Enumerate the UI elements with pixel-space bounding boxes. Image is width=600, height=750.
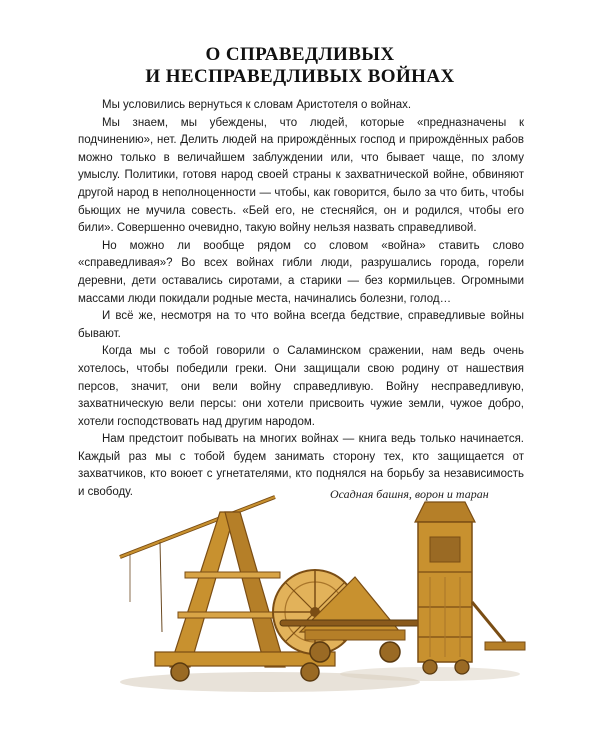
paragraph: Мы знаем, мы убеждены, что людей, которые «предназначены к подчинению», нет. Делить людей на прирождённых господ и прирождённых рабов можно только в величайшем заблуждении или, что бывает чаще, по злому умыслу. Политики, готовя народ своей страны к захватнической войне, обвиняют другой народ в неполноценности — чтобы, как говорится, было за что бить, чтобы бьющих не мучила совесть. «Бей его, не стесняйся, он и родился, чтобы его били». Совершенно очевидно, такую войну нельзя назвать справедливой. (78, 116, 524, 235)
article-body (78, 97, 524, 502)
paragraph: И всё же, несмотря на то что война всегда бедствие, справедливые войны бывают. (78, 310, 524, 340)
page-title-line-1: О СПРАВЕДЛИВЫХ (205, 44, 395, 65)
paragraph: Нам предстоит побывать на многих войнах — книга ведь только начинается. Каждый раз мы с тобой будем занимать сторону тех, кто защищается от захватчиков, кто воюет с угнетателями, кто поднялся на борьбу за независимость и свободу. (78, 433, 524, 499)
paragraph: Но можно ли вообще рядом со словом «война» ставить слово «справедливая»? Во всех войнах гибли люди, разрушались города, горели деревни, дети оставались сиротами, а старики — без кормильцев. Огромными массами люди покидали родные места, начинались болезни, голод… (78, 239, 524, 305)
siege-tower (415, 502, 525, 674)
illustration-caption: Осадная башня, ворон и таран (330, 487, 489, 501)
paragraph: Мы условились вернуться к словам Аристотеля о войнах. (102, 99, 412, 111)
siege-engines-illustration (100, 482, 540, 702)
paragraph: Когда мы с тобой говорили о Саламинском сражении, нам ведь очень хотелось, чтобы победили греки. Они защищали свою родину от нашествия персов, значит, они вели войну справедливую. Войну несправедливую, захватническую вели персы: они хотели присвоить чужие земли, чужое добро, хотели господствовать над другим народом. (78, 345, 524, 428)
page-title-line-2: И НЕСПРАВЕДЛИВЫХ ВОЙНАХ (145, 66, 455, 87)
